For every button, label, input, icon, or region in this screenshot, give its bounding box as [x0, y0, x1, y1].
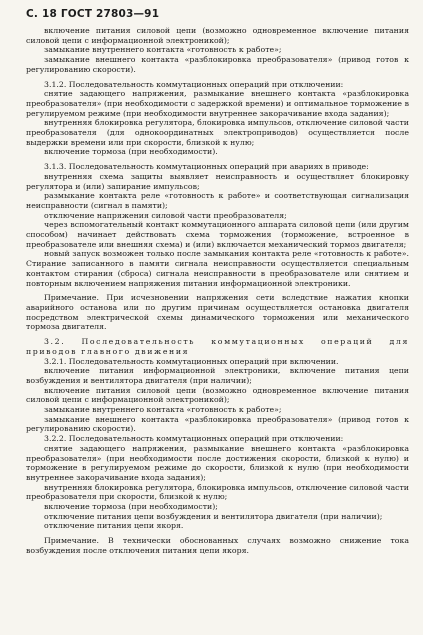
paragraph: замыкание внешнего контакта «разблокировка преобразователя» (привод готов к регулированию скорости).	[26, 55, 409, 74]
paragraph: внутренняя блокировка регулятора, блокировка импульсов, отключение силовой части преобразователя (для однокоординатных электроприводов) осуществляется после выдержки времени или при скорости, близкой к нулю;	[26, 118, 409, 147]
paragraph: включение тормоза (при необходимости);	[44, 502, 218, 512]
paragraph: отключение напряжения силовой части преобразователя;	[44, 210, 287, 220]
paragraph: новый запуск возможен только после замыкания контакта реле «готовность к работе». Стирание записанного в памяти сигнала неисправности осуществляется специальным контактом стирания (сброса) сигнала неисправности в преобразователе или снятием и повторным включением напряжения питания информационной электроники.	[26, 249, 409, 288]
paragraph: отключение питания цепи возбуждения и вентилятора двигателя (при наличии);	[44, 511, 383, 521]
section-heading: 3.2. Последовательность коммутационных операций для приводов главного движения	[26, 337, 409, 356]
paragraph: 3.1.3. Последовательность коммутационных операций при авариях в приводе:	[44, 162, 369, 172]
note-paragraph: Примечание. При исчезновении напряжения сети вследствие нажатия кнопки аварийного останова или по другим причинам осуществляется остановка двигателя посредством электрической схемы динамического торможения или механического тормоза двигателя.	[26, 293, 409, 332]
paragraph: замыкание внешнего контакта «разблокировка преобразователя» (привод готов к регулированию скорости).	[26, 414, 409, 434]
document-body	[26, 26, 409, 556]
paragraph: размыкание контакта реле «готовность к работе» и соответствующая сигнализация неисправности (сигнал в памяти);	[26, 191, 409, 210]
paragraph: внутренняя схема защиты выявляет неисправность и осуществляет блокировку регулятора и (или) запирание импульсов;	[26, 171, 409, 191]
paragraph: через вспомогательный контакт коммутационного аппарата силовой цепи (или другим способом) начинает действовать схема торможения (торможение, встроенное в преобразователе или внешняя схема) и (или) включается механический тормоз двигателя;	[26, 220, 409, 249]
paragraph: замыкание внутреннего контакта «готовность к работе»;	[44, 45, 282, 55]
paragraph: снятие задающего напряжения, размыкание внешнего контакта «разблокировка преобразователя» (при необходимости после достижения скорости, близкой к нулю) и торможение в регулируемом режиме до скорости, близкой к нулю (при необходимости внутреннее закорачивание входа задания);	[26, 443, 409, 482]
page-header: С. 18 ГОСТ 27803—91	[26, 8, 160, 20]
paragraph: отключение питания цепи якоря.	[44, 521, 184, 531]
paragraph: включение питания информационной электроники, включение питания цепи возбуждения и вентилятора двигателя (при наличии);	[26, 366, 409, 385]
paragraph: 3.2.1. Последовательность коммутационных операций при включении.	[44, 356, 339, 366]
paragraph: включение питания силовой цепи (возможно одновременное включение питания силовой цепи с информационной электроникой);	[26, 385, 409, 405]
paragraph: 3.2.2. Последовательность коммутационных операций при отключении:	[44, 434, 344, 444]
paragraph: снятие задающего напряжения, размыкание внешнего контакта «разблокировка преобразователя» (при необходимости с задержкой времени) и оптимальное торможение в регулируемом режиме (при необходимости внутреннее закорачивание входа задания);	[26, 89, 409, 118]
paragraph: включение питания силовой цепи (возможно одновременное включение питания силовой цепи с информационной электроникой);	[26, 26, 409, 45]
paragraph: 3.1.2. Последовательность коммутационных операций при отключении:	[44, 79, 344, 89]
paragraph: включение тормоза (при необходимости).	[44, 147, 218, 157]
paragraph: внутренняя блокировка регулятора, блокировка импульсов, отключение силовой части преобразователя при скорости, близкой к нулю;	[26, 482, 409, 502]
note-paragraph: Примечание. В технически обоснованных случаях возможно снижение тока возбуждения после отключения питания цепи якоря.	[26, 536, 409, 555]
paragraph: замыкание внутреннего контакта «готовность к работе»;	[44, 405, 282, 415]
